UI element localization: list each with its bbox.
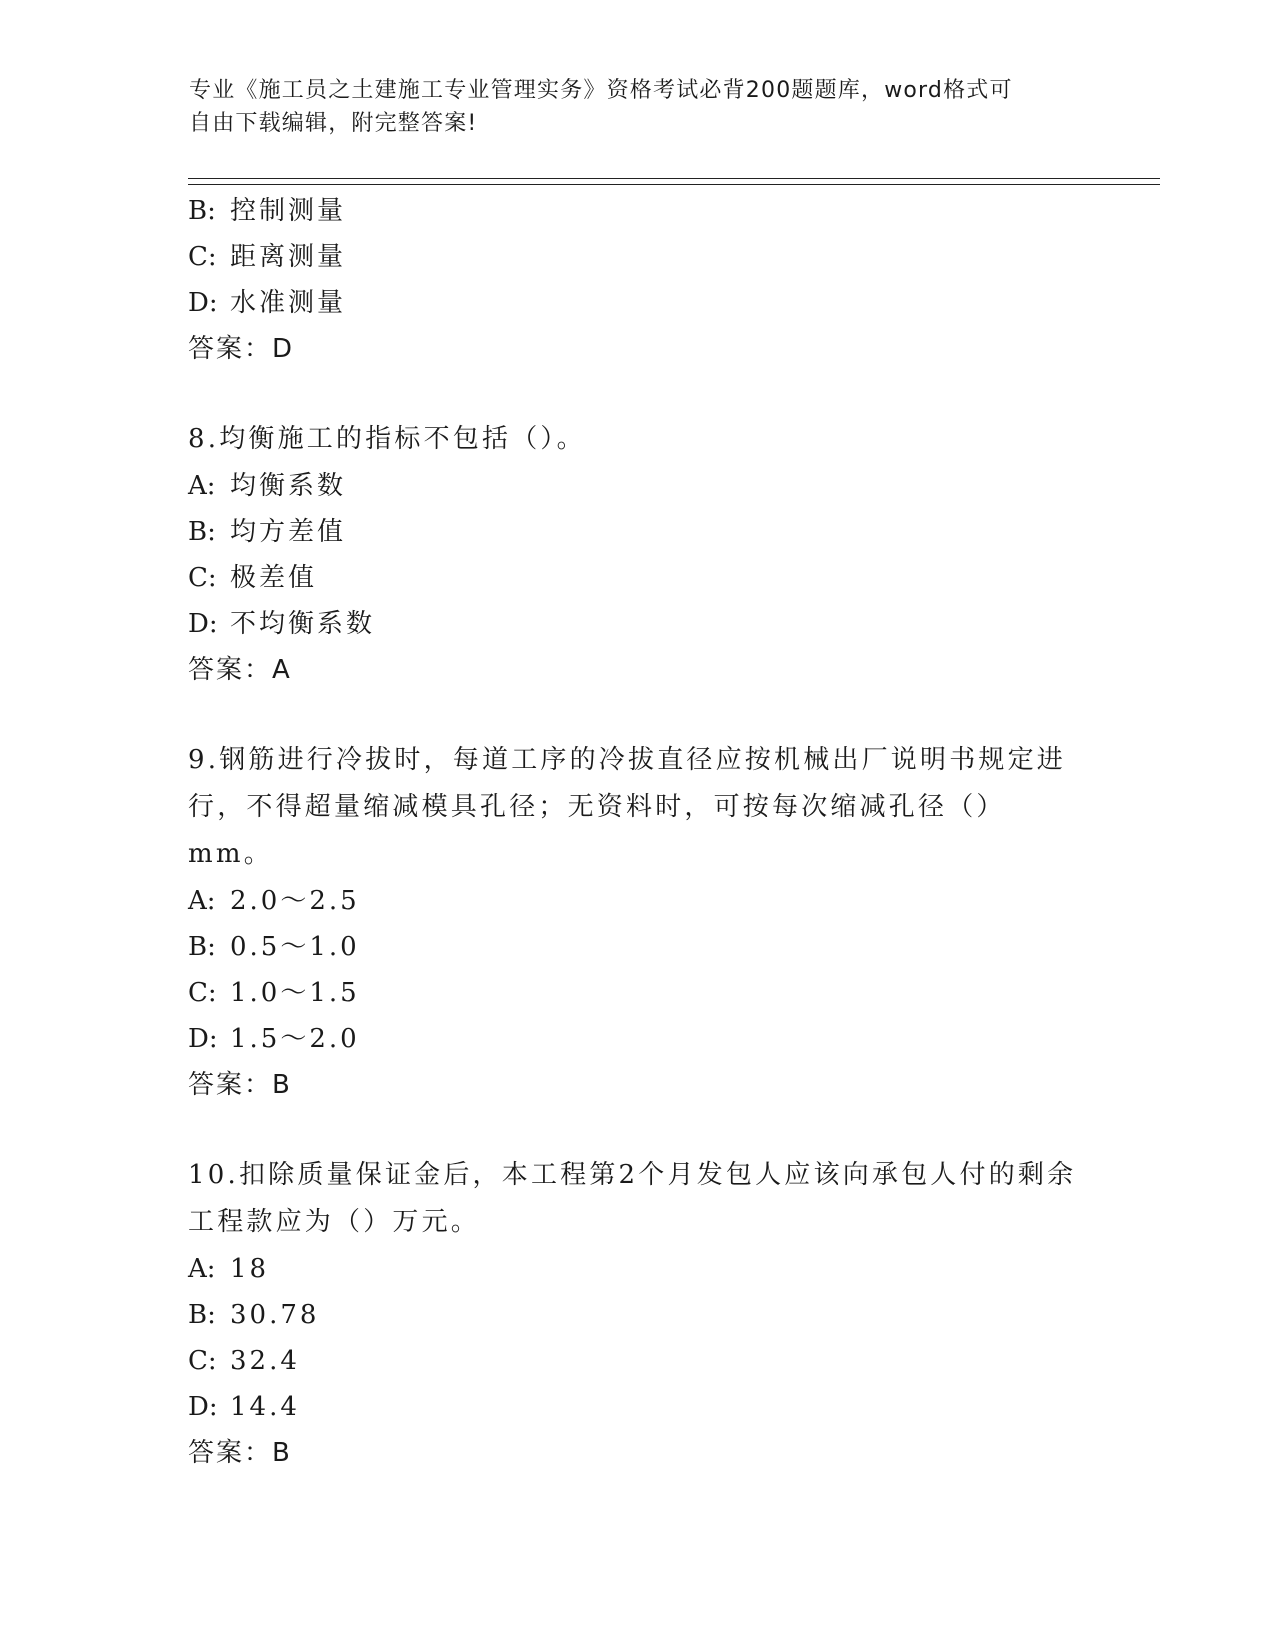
option-text: 均衡系数 xyxy=(230,471,347,501)
header-divider-bottom xyxy=(188,184,1160,185)
option-d xyxy=(188,1016,1088,1062)
header-divider-top xyxy=(188,178,1160,179)
option-letter: B: xyxy=(188,196,216,226)
question-stem-line-2: 工程款应为（）万元。 xyxy=(188,1207,481,1237)
question-stem-line-2: 行，不得超量缩减模具孔径；无资料时，可按每次缩减孔径（）mm。 xyxy=(188,792,1006,869)
option-letter: B: xyxy=(188,517,216,547)
answer-line: 答案：D xyxy=(188,334,295,364)
option-letter: A: xyxy=(188,1254,216,1284)
option-c xyxy=(188,234,1088,280)
option-text: 1.5～2.0 xyxy=(230,1024,360,1054)
option-letter: C: xyxy=(188,563,217,593)
option-text: 水准测量 xyxy=(230,288,347,318)
option-c xyxy=(188,555,1088,601)
option-text: 距离测量 xyxy=(230,242,347,272)
option-b xyxy=(188,188,1088,234)
option-d xyxy=(188,601,1088,647)
option-letter: C: xyxy=(188,1346,217,1376)
option-text: 0.5～1.0 xyxy=(230,932,360,962)
question-block-10 xyxy=(188,1152,1088,1476)
option-c xyxy=(188,970,1088,1016)
answer-line: 答案：B xyxy=(188,1438,292,1468)
header-line-1: 专业《施工员之土建施工专业管理实务》资格考试必背200题题库，word格式可 xyxy=(189,78,1013,103)
option-letter: D: xyxy=(188,1392,218,1422)
page-header xyxy=(189,74,1089,140)
option-text: 控制测量 xyxy=(230,196,347,226)
spacer xyxy=(188,372,1088,416)
option-letter: C: xyxy=(188,242,217,272)
option-letter: C: xyxy=(188,978,217,1008)
answer-line: 答案：A xyxy=(188,655,292,685)
option-letter: A: xyxy=(188,886,216,916)
option-a xyxy=(188,1246,1088,1292)
option-letter: D: xyxy=(188,1024,218,1054)
option-text: 1.0～1.5 xyxy=(230,978,360,1008)
option-d xyxy=(188,1384,1088,1430)
question-stem-line-1: 9.钢筋进行冷拔时，每道工序的冷拔直径应按机械出厂说明书规定进 xyxy=(188,745,1067,775)
question-stem: 8.均衡施工的指标不包括（）。 xyxy=(188,424,586,454)
option-b xyxy=(188,509,1088,555)
spacer xyxy=(188,693,1088,737)
option-a xyxy=(188,463,1088,509)
question-list xyxy=(188,188,1088,1476)
option-letter: D: xyxy=(188,288,218,318)
option-letter: D: xyxy=(188,609,218,639)
option-text: 极差值 xyxy=(230,563,318,593)
option-text: 均方差值 xyxy=(230,517,347,547)
question-block-7 xyxy=(188,188,1088,372)
option-text: 2.0～2.5 xyxy=(230,886,360,916)
header-line-2: 自由下载编辑，附完整答案! xyxy=(189,111,478,136)
option-text: 32.4 xyxy=(230,1346,300,1376)
option-text: 不均衡系数 xyxy=(230,609,376,639)
option-letter: B: xyxy=(188,932,216,962)
option-d xyxy=(188,280,1088,326)
spacer xyxy=(188,1108,1088,1152)
question-block-8 xyxy=(188,416,1088,693)
option-text: 18 xyxy=(230,1254,270,1284)
option-text: 14.4 xyxy=(230,1392,300,1422)
option-letter: B: xyxy=(188,1300,216,1330)
question-stem-line-1: 10.扣除质量保证金后，本工程第2个月发包人应该向承包人付的剩余 xyxy=(188,1160,1077,1190)
option-b xyxy=(188,924,1088,970)
option-a xyxy=(188,878,1088,924)
answer-line: 答案：B xyxy=(188,1070,292,1100)
question-block-9 xyxy=(188,737,1088,1108)
option-text: 30.78 xyxy=(230,1300,320,1330)
option-c xyxy=(188,1338,1088,1384)
option-b xyxy=(188,1292,1088,1338)
option-letter: A: xyxy=(188,471,216,501)
